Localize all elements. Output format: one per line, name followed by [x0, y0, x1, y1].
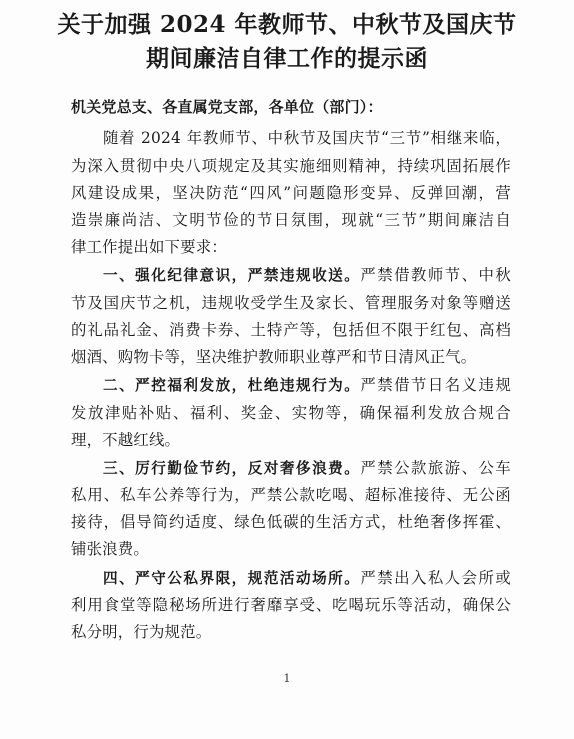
section-1-heading: 一、强化纪律意识，严禁违规收送。 — [103, 267, 361, 284]
section-4-line-1-rest: 严禁出入私人会所或 — [360, 569, 511, 587]
section-2-line-1-rest: 严禁借节日名义违规 — [360, 376, 511, 394]
intro-line-2: 为深入贯彻中央八项规定及其实施细则精神，持续巩固拓展作 — [71, 157, 511, 175]
section-3-heading: 三、厉行勤俭节约，反对奢侈浪费。 — [103, 460, 361, 477]
intro-line-4: 造崇廉尚洁、文明节俭的节日氛围，现就“三节”期间廉洁自 — [71, 211, 511, 229]
section-1-line-1-rest: 严禁借教师节、中秋 — [360, 266, 511, 284]
section-2-heading: 二、严控福利发放，杜绝违规行为。 — [103, 377, 361, 394]
document-title-line-1: 关于加强 2024 年教师节、中秋节及国庆节 — [57, 11, 517, 38]
section-3-line-3: 接待，倡导简约适度、绿色低碳的生活方式，杜绝奢侈挥霍、 — [71, 513, 511, 531]
section-1-line-2: 节及国庆节之机，违规收受学生及家长、管理服务对象等赠送 — [71, 294, 511, 312]
section-1-line-1 — [103, 265, 511, 286]
section-2-line-1 — [103, 375, 511, 396]
document-title-line-2: 期间廉洁自律工作的提示函 — [146, 45, 428, 72]
section-3-line-1-rest: 严禁公款旅游、公车 — [360, 459, 511, 477]
section-3-line-4: 铺张浪费。 — [71, 540, 149, 558]
section-4-line-3: 私分明，行为规范。 — [71, 623, 212, 641]
section-3-line-2: 私用、私车公养等行为，严禁公款吃喝、超标准接待、无公函 — [71, 486, 511, 504]
section-4-line-2: 利用食堂等隐秘场所进行奢靡享受、吃喝玩乐等活动，确保公 — [71, 596, 511, 614]
salutation: 机关党总支、各直属党支部，各单位（部门）： — [71, 98, 383, 116]
page-number: 1 — [283, 672, 291, 685]
section-3-line-1 — [103, 458, 511, 479]
section-2-line-2: 发放津贴补贴、福利、奖金、实物等，确保福利发放合规合 — [71, 404, 511, 422]
section-2-line-3: 理，不越红线。 — [71, 431, 181, 449]
section-4-line-1 — [103, 568, 511, 589]
section-1-line-4: 烟酒、购物卡等，坚决维护教师职业尊严和节日清风正气。 — [71, 348, 477, 366]
intro-line-3: 风建设成果，坚决防范“四风”问题隐形变异、反弹回潮，营 — [71, 184, 511, 202]
section-1-line-3: 的礼品礼金、消费卡券、土特产等，包括但不限于红包、高档 — [71, 321, 511, 339]
intro-line-1: 随着 2024 年教师节、中秋节及国庆节“三节”相继来临， — [103, 129, 511, 147]
section-4-heading: 四、严守公私界限，规范活动场所。 — [103, 570, 361, 587]
intro-line-5: 律工作提出如下要求： — [71, 238, 227, 256]
